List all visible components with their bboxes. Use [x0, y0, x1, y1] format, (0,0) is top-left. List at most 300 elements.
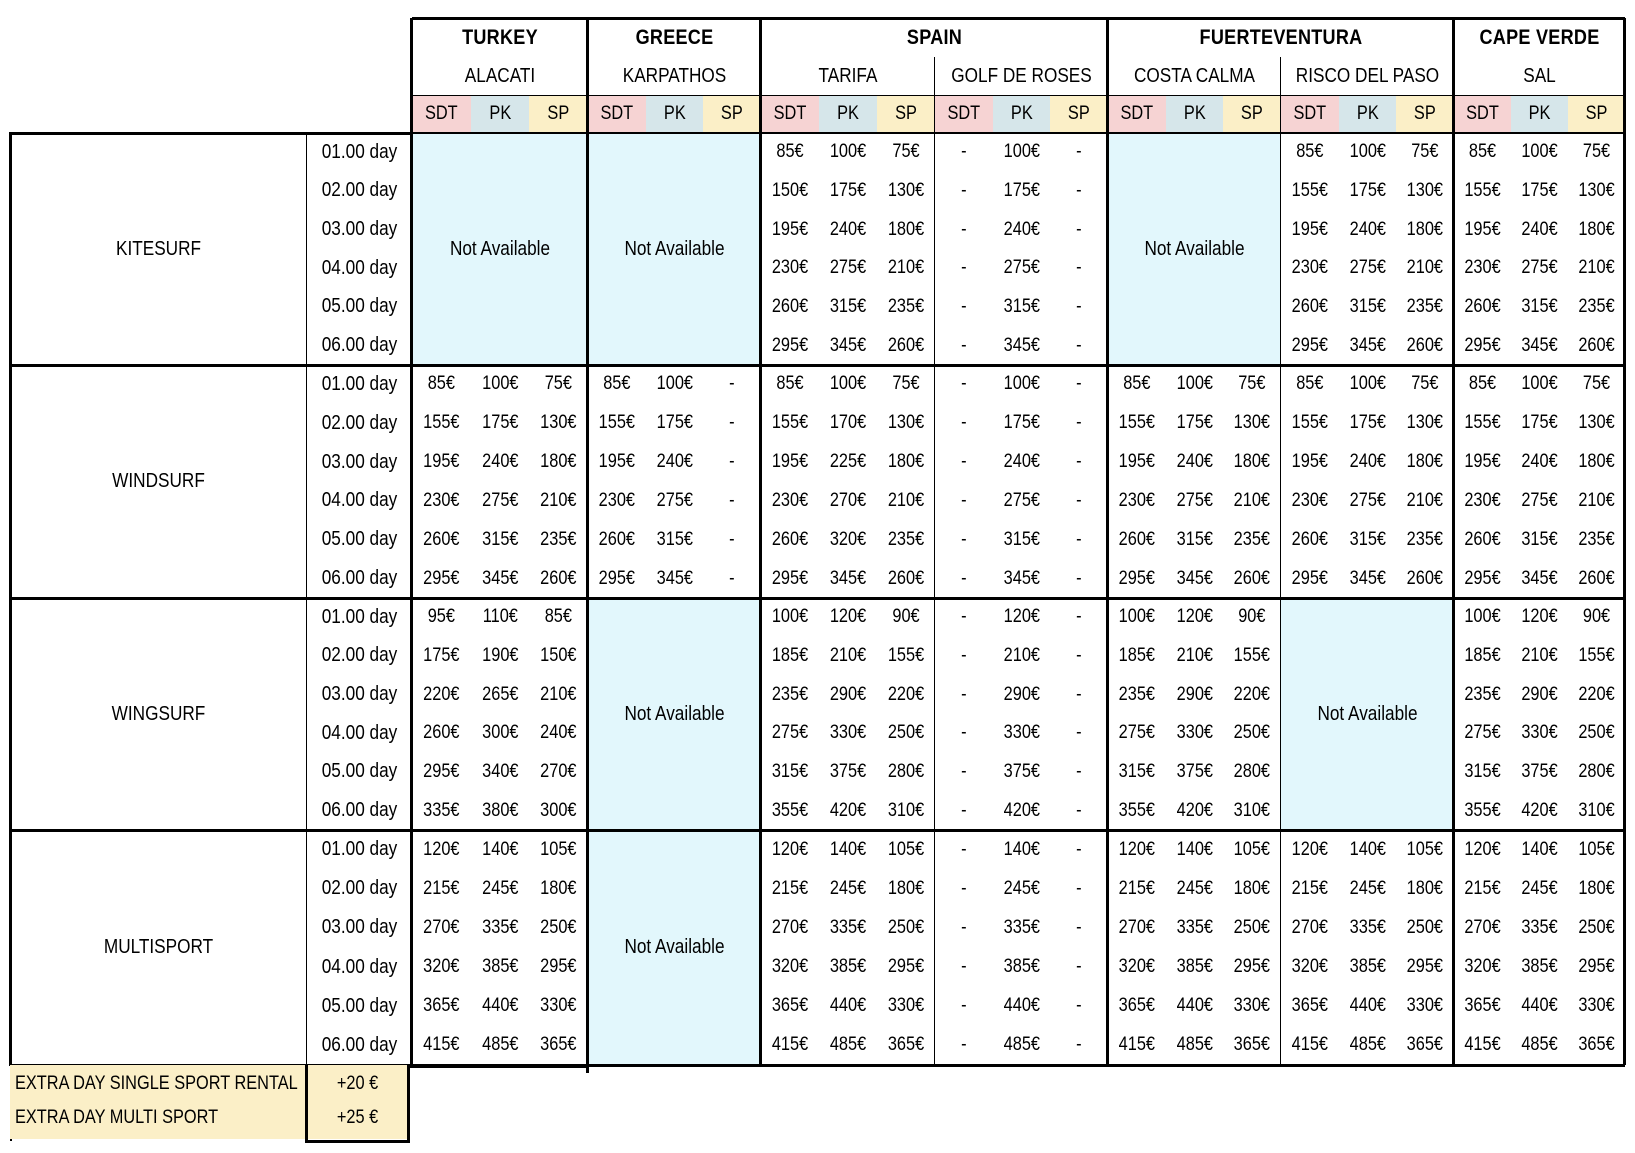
- price-cell: 275€: [1003, 257, 1040, 279]
- price-cell: -: [961, 1034, 967, 1056]
- price-cell: 270€: [1118, 916, 1156, 938]
- price-cell: -: [1076, 218, 1082, 240]
- price-cell: 295€: [598, 567, 636, 589]
- country-header: FUERTEVENTURA: [1199, 25, 1363, 49]
- not-available-label: Not Available: [1144, 237, 1245, 260]
- price-cell: -: [1076, 489, 1082, 511]
- price-cell: 260€: [423, 528, 460, 550]
- price-cell: 260€: [598, 528, 636, 550]
- price-cell: -: [961, 838, 967, 860]
- price-cell: -: [1076, 683, 1082, 705]
- price-cell: 295€: [540, 956, 577, 978]
- day-label: 03.00 day: [321, 683, 398, 706]
- price-cell: -: [1076, 141, 1082, 163]
- header-bottom-border: [412, 132, 1625, 134]
- price-cell: 315€: [1118, 760, 1156, 782]
- price-cell: 90€: [892, 606, 920, 628]
- price-cell: 230€: [598, 489, 636, 511]
- price-cell: 365€: [1578, 1034, 1615, 1056]
- price-cell: 220€: [1578, 683, 1615, 705]
- price-cell: 155€: [1118, 412, 1156, 434]
- day-label: 05.00 day: [321, 528, 398, 551]
- price-cell: 275€: [1349, 257, 1386, 279]
- price-cell: -: [1076, 606, 1082, 628]
- location-divider: [1280, 57, 1281, 1065]
- price-cell: 240€: [540, 722, 577, 744]
- sport-label: WINGSURF: [111, 702, 206, 725]
- price-cell: 140€: [1003, 838, 1040, 860]
- price-cell: 105€: [540, 838, 577, 860]
- price-cell: 280€: [1578, 760, 1615, 782]
- day-label: 01.00 day: [321, 605, 398, 628]
- country-header: CAPE VERDE: [1479, 25, 1600, 49]
- price-cell: 235€: [1406, 295, 1444, 317]
- price-cell: 295€: [1578, 956, 1615, 978]
- price-cell: 100€: [1521, 141, 1558, 163]
- price-cell: 120€: [1118, 838, 1156, 860]
- price-cell: -: [961, 722, 967, 744]
- price-cell: 240€: [829, 218, 867, 240]
- price-cell: 100€: [1349, 141, 1386, 163]
- price-cell: 195€: [771, 218, 809, 240]
- price-cell: 210€: [1406, 257, 1444, 279]
- price-cell: 180€: [887, 451, 925, 473]
- price-cell: 100€: [1176, 373, 1213, 395]
- price-cell: -: [961, 141, 967, 163]
- price-cell: -: [961, 451, 967, 473]
- price-cell: 250€: [540, 916, 577, 938]
- price-cell: 155€: [598, 412, 636, 434]
- subheader-pk: PK: [1010, 103, 1033, 124]
- price-cell: 100€: [656, 373, 693, 395]
- day-label: 02.00 day: [321, 877, 398, 900]
- price-cell: 85€: [1123, 373, 1151, 395]
- price-cell: 295€: [423, 760, 460, 782]
- price-cell: 365€: [1464, 995, 1501, 1017]
- subheader-sp: SP: [1068, 103, 1091, 124]
- price-cell: 270€: [540, 760, 577, 782]
- price-cell: -: [1076, 1034, 1082, 1056]
- price-cell: 155€: [887, 644, 925, 666]
- subheader-sp: SP: [1241, 103, 1264, 124]
- price-cell: 235€: [1578, 528, 1615, 550]
- price-cell: 235€: [1406, 528, 1444, 550]
- price-cell: 245€: [481, 877, 519, 899]
- header-divider: [412, 95, 1625, 96]
- price-cell: 315€: [656, 528, 693, 550]
- price-cell: 175€: [1003, 412, 1040, 434]
- day-label: 02.00 day: [321, 644, 398, 667]
- price-cell: 210€: [1003, 644, 1040, 666]
- price-cell: -: [961, 956, 967, 978]
- price-cell: 155€: [423, 412, 460, 434]
- price-cell: 270€: [1464, 916, 1501, 938]
- price-cell: 275€: [481, 489, 519, 511]
- price-cell: 365€: [540, 1034, 577, 1056]
- price-cell: 335€: [829, 916, 867, 938]
- location-header: GOLF DE ROSES: [951, 64, 1092, 87]
- price-cell: 220€: [1233, 683, 1271, 705]
- location-header: COSTA CALMA: [1133, 64, 1256, 87]
- price-cell: 295€: [1291, 334, 1329, 356]
- sport-divider: [10, 597, 1625, 600]
- price-cell: 130€: [540, 412, 577, 434]
- price-cell: 345€: [1521, 334, 1558, 356]
- price-cell: 100€: [1118, 606, 1156, 628]
- price-cell: 140€: [1176, 838, 1213, 860]
- price-cell: 280€: [887, 760, 925, 782]
- price-cell: 260€: [1406, 567, 1444, 589]
- price-cell: 230€: [1118, 489, 1156, 511]
- price-cell: 180€: [1233, 451, 1271, 473]
- price-cell: -: [1076, 995, 1082, 1017]
- subheader-pk: PK: [489, 103, 511, 124]
- price-cell: 175€: [1349, 412, 1386, 434]
- sport-label: KITESURF: [115, 237, 202, 260]
- price-cell: 105€: [1406, 838, 1444, 860]
- price-cell: -: [1076, 760, 1082, 782]
- subheader-pk: PK: [1528, 103, 1551, 124]
- price-cell: 320€: [423, 956, 460, 978]
- price-cell: 195€: [1118, 451, 1156, 473]
- day-label: 02.00 day: [321, 179, 398, 202]
- price-cell: 180€: [540, 451, 577, 473]
- price-cell: 175€: [1521, 179, 1558, 201]
- price-cell: 355€: [1464, 799, 1501, 821]
- price-cell: 420€: [1176, 799, 1213, 821]
- price-cell: 365€: [1233, 1034, 1271, 1056]
- price-cell: 235€: [771, 683, 809, 705]
- price-cell: -: [961, 799, 967, 821]
- price-cell: 185€: [771, 644, 809, 666]
- price-cell: 485€: [829, 1034, 867, 1056]
- day-label: 02.00 day: [321, 411, 398, 434]
- country-divider: [759, 18, 762, 1065]
- price-cell: 120€: [1176, 606, 1213, 628]
- price-cell: 345€: [1349, 334, 1386, 356]
- price-cell: 85€: [1296, 141, 1324, 163]
- price-cell: -: [1076, 257, 1082, 279]
- price-cell: 240€: [1176, 451, 1213, 473]
- price-cell: -: [1076, 567, 1082, 589]
- price-cell: -: [1076, 412, 1082, 434]
- price-cell: 210€: [540, 683, 577, 705]
- price-cell: 85€: [545, 606, 573, 628]
- sport-label: MULTISPORT: [103, 936, 214, 958]
- price-cell: 150€: [540, 644, 577, 666]
- price-cell: 250€: [1406, 916, 1444, 938]
- price-cell: 85€: [776, 141, 804, 163]
- price-cell: 260€: [1578, 567, 1615, 589]
- location-header: RISCO DEL PASO: [1295, 64, 1440, 87]
- price-cell: 270€: [771, 916, 809, 938]
- price-cell: 385€: [481, 956, 519, 978]
- price-cell: 440€: [1521, 995, 1558, 1017]
- price-cell: 345€: [829, 567, 867, 589]
- price-cell: 100€: [1349, 373, 1386, 395]
- price-cell: 270€: [1291, 916, 1329, 938]
- price-cell: 415€: [1291, 1034, 1329, 1056]
- price-cell: -: [961, 179, 967, 201]
- price-cell: 260€: [1464, 528, 1501, 550]
- price-cell: 175€: [1003, 179, 1040, 201]
- price-cell: 175€: [1349, 179, 1386, 201]
- price-cell: 315€: [1349, 295, 1386, 317]
- price-cell: 375€: [829, 760, 867, 782]
- day-label: 05.00 day: [321, 760, 398, 783]
- price-cell: 235€: [1578, 295, 1615, 317]
- price-cell: 175€: [423, 644, 460, 666]
- price-cell: 180€: [1406, 877, 1444, 899]
- price-cell: 345€: [656, 567, 693, 589]
- price-cell: 195€: [1291, 451, 1329, 473]
- subheader-sp: SP: [1585, 103, 1608, 124]
- price-cell: -: [961, 760, 967, 782]
- price-cell: 320€: [1118, 956, 1156, 978]
- price-cell: 385€: [829, 956, 867, 978]
- price-cell: 170€: [829, 412, 867, 434]
- price-cell: -: [961, 567, 967, 589]
- price-cell: 100€: [1464, 606, 1501, 628]
- subheader-sp: SP: [547, 103, 570, 124]
- price-cell: 355€: [771, 799, 809, 821]
- price-cell: -: [961, 528, 967, 550]
- price-cell: 110€: [482, 606, 518, 628]
- price-cell: 215€: [423, 877, 460, 899]
- price-cell: 365€: [1291, 995, 1329, 1017]
- price-cell: -: [1076, 644, 1082, 666]
- price-cell: 250€: [1578, 916, 1615, 938]
- price-cell: 485€: [1003, 1034, 1040, 1056]
- extra-label: EXTRA DAY SINGLE SPORT RENTAL: [15, 1073, 298, 1094]
- day-label: 06.00 day: [321, 334, 398, 357]
- country-header: TURKEY: [462, 25, 538, 49]
- price-cell: 375€: [1176, 760, 1213, 782]
- price-cell: 235€: [887, 528, 925, 550]
- price-cell: 335€: [1349, 916, 1386, 938]
- day-label: 05.00 day: [321, 994, 398, 1017]
- price-cell: 330€: [540, 995, 577, 1017]
- price-cell: 260€: [887, 334, 925, 356]
- price-cell: 440€: [1176, 995, 1213, 1017]
- price-cell: 245€: [1176, 877, 1213, 899]
- price-cell: -: [961, 295, 967, 317]
- price-cell: 265€: [481, 683, 519, 705]
- day-label: 01.00 day: [321, 140, 398, 163]
- price-cell: 250€: [887, 916, 925, 938]
- country-header: SPAIN: [906, 25, 963, 49]
- price-cell: 245€: [829, 877, 867, 899]
- price-cell: 355€: [1118, 799, 1156, 821]
- subheader-pk: PK: [1183, 103, 1206, 124]
- price-cell: 270€: [829, 489, 867, 511]
- price-cell: 295€: [1233, 956, 1271, 978]
- price-cell: 345€: [829, 334, 867, 356]
- price-cell: 310€: [1233, 799, 1271, 821]
- country-divider: [1106, 18, 1109, 1065]
- day-label: 04.00 day: [321, 489, 398, 512]
- price-cell: 260€: [540, 567, 577, 589]
- country-divider: [410, 18, 413, 1065]
- day-label: 06.00 day: [321, 1033, 398, 1056]
- subheader-sdt: SDT: [1120, 103, 1154, 124]
- extras-value-bottom: [305, 1140, 409, 1143]
- price-cell: 195€: [598, 451, 636, 473]
- price-cell: 210€: [1176, 644, 1213, 666]
- price-cell: 210€: [1578, 257, 1615, 279]
- price-cell: 260€: [1118, 528, 1156, 550]
- price-cell: 330€: [887, 995, 925, 1017]
- price-cell: 130€: [1406, 412, 1444, 434]
- price-cell: 195€: [1291, 218, 1329, 240]
- price-cell: 230€: [423, 489, 460, 511]
- price-cell: 195€: [1464, 451, 1501, 473]
- price-cell: -: [1076, 295, 1082, 317]
- price-cell: -: [961, 644, 967, 666]
- price-cell: 335€: [423, 799, 460, 821]
- price-cell: 130€: [887, 412, 925, 434]
- price-cell: 335€: [1003, 916, 1040, 938]
- price-cell: -: [961, 373, 967, 395]
- sport-divider: [10, 364, 1625, 367]
- price-cell: 120€: [1521, 606, 1558, 628]
- price-cell: -: [729, 373, 735, 395]
- day-label: 05.00 day: [321, 295, 398, 318]
- price-cell: 440€: [1003, 995, 1040, 1017]
- price-cell: 210€: [1406, 489, 1444, 511]
- price-cell: 155€: [1578, 644, 1615, 666]
- subheader-sdt: SDT: [1466, 103, 1499, 124]
- price-cell: 270€: [423, 916, 460, 938]
- price-cell: 130€: [887, 179, 925, 201]
- extra-label: EXTRA DAY MULTI SPORT: [15, 1107, 219, 1128]
- price-cell: 180€: [1233, 877, 1271, 899]
- price-cell: 175€: [1176, 412, 1213, 434]
- price-cell: 155€: [771, 412, 809, 434]
- day-label: 06.00 day: [321, 799, 398, 822]
- price-cell: 180€: [887, 218, 925, 240]
- price-cell: 105€: [887, 838, 925, 860]
- price-cell: 260€: [423, 722, 460, 744]
- price-cell: -: [1076, 528, 1082, 550]
- price-cell: 240€: [1003, 218, 1040, 240]
- subheader-pk: PK: [837, 103, 859, 124]
- price-cell: 420€: [829, 799, 867, 821]
- price-cell: 315€: [1003, 295, 1040, 317]
- price-cell: 100€: [1521, 373, 1558, 395]
- price-cell: 120€: [423, 838, 460, 860]
- price-cell: -: [961, 916, 967, 938]
- price-cell: -: [961, 995, 967, 1017]
- price-cell: 385€: [1176, 956, 1213, 978]
- country-divider: [1452, 18, 1455, 1065]
- price-cell: -: [729, 489, 735, 511]
- price-cell: 330€: [1521, 722, 1558, 744]
- day-label: 06.00 day: [321, 567, 398, 590]
- price-cell: 260€: [1233, 567, 1271, 589]
- price-cell: 130€: [1578, 412, 1615, 434]
- price-cell: 315€: [1521, 295, 1558, 317]
- price-cell: 485€: [1521, 1034, 1558, 1056]
- location-header: KARPATHOS: [622, 64, 727, 87]
- subheader-sdt: SDT: [1293, 103, 1327, 124]
- price-cell: 345€: [481, 567, 519, 589]
- price-cell: 180€: [887, 877, 925, 899]
- price-cell: 180€: [1578, 451, 1615, 473]
- price-cell: 260€: [1406, 334, 1444, 356]
- price-cell: 75€: [892, 373, 920, 395]
- price-cell: 220€: [423, 683, 460, 705]
- header-top-border: [412, 17, 1625, 20]
- price-cell: 130€: [1233, 412, 1271, 434]
- extras-value-right: [407, 1065, 410, 1143]
- price-cell: 140€: [1349, 838, 1386, 860]
- price-cell: 275€: [1176, 489, 1213, 511]
- price-cell: 275€: [1118, 722, 1156, 744]
- price-cell: 210€: [829, 644, 867, 666]
- price-cell: 215€: [1291, 877, 1329, 899]
- price-cell: 100€: [1003, 373, 1040, 395]
- price-cell: 295€: [1118, 567, 1156, 589]
- price-cell: -: [1076, 916, 1082, 938]
- price-cell: -: [1076, 451, 1082, 473]
- price-cell: 235€: [540, 528, 577, 550]
- price-cell: 95€: [427, 606, 455, 628]
- price-cell: 260€: [1291, 295, 1329, 317]
- sport-label: WINDSURF: [112, 470, 205, 492]
- price-cell: 210€: [887, 257, 925, 279]
- price-cell: -: [961, 218, 967, 240]
- not-available-label: Not Available: [624, 237, 725, 260]
- price-cell: 90€: [1582, 606, 1611, 628]
- subheader-sdt: SDT: [600, 103, 634, 124]
- price-cell: 275€: [1521, 257, 1558, 279]
- price-cell: -: [961, 877, 967, 899]
- price-cell: 100€: [481, 373, 519, 395]
- price-cell: 315€: [1464, 760, 1501, 782]
- price-cell: 315€: [1003, 528, 1040, 550]
- subheader-sp: SP: [721, 103, 744, 124]
- price-cell: 130€: [1578, 179, 1615, 201]
- price-cell: 195€: [423, 451, 460, 473]
- price-cell: 85€: [427, 373, 455, 395]
- day-label: 04.00 day: [321, 955, 398, 978]
- price-cell: 295€: [1406, 956, 1444, 978]
- price-cell: 155€: [1291, 179, 1329, 201]
- price-cell: 155€: [1233, 644, 1271, 666]
- price-cell: 120€: [1003, 606, 1040, 628]
- price-cell: 240€: [1521, 218, 1558, 240]
- price-cell: 290€: [1003, 683, 1040, 705]
- subheader-pk: PK: [1356, 103, 1379, 124]
- price-cell: 275€: [829, 257, 867, 279]
- price-cell: 260€: [1291, 528, 1329, 550]
- price-cell: 185€: [1118, 644, 1156, 666]
- location-header: ALACATI: [464, 64, 536, 87]
- country-header: GREECE: [635, 25, 714, 49]
- price-cell: 75€: [1411, 373, 1439, 395]
- price-cell: 310€: [887, 799, 925, 821]
- price-cell: 345€: [1176, 567, 1213, 589]
- price-cell: 260€: [887, 567, 925, 589]
- multisport-box-bottom: [410, 1065, 588, 1068]
- price-cell: 340€: [481, 760, 519, 782]
- price-cell: 290€: [1521, 683, 1558, 705]
- price-cell: 235€: [887, 295, 925, 317]
- extra-value: +20 €: [336, 1073, 379, 1094]
- price-cell: 130€: [1406, 179, 1444, 201]
- price-cell: 230€: [771, 489, 809, 511]
